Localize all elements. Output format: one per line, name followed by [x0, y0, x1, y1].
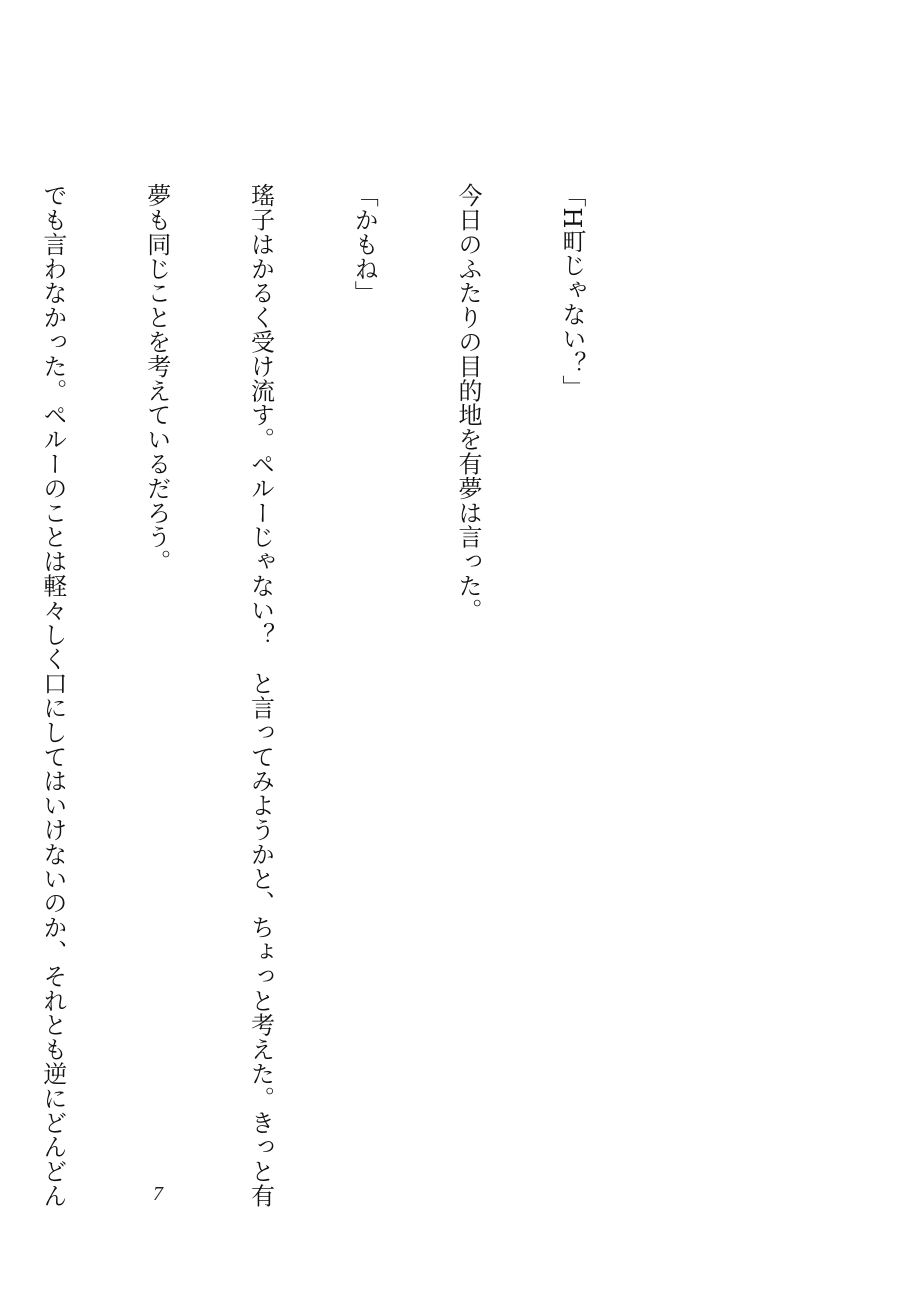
text-line: 「かもね」 — [350, 183, 379, 305]
text-line: でも言わなかった。ペルーのことは軽々しく口にしてはいけないのか、それとも逆にどんどん — [38, 183, 67, 1208]
text-line: 「H町じゃない？」 — [557, 183, 586, 400]
text-line: 瑤子はかるく受け流す。ペルーじゃない？ と言ってみようかと、ちょっと考えた。きっと有 — [246, 183, 275, 1208]
text-line: 今日のふたりの目的地を有夢は言った。 — [454, 183, 483, 623]
vertical-text-block — [0, 183, 658, 1208]
text-line: 夢も同じことを考えているだろう。 — [142, 183, 171, 574]
page-number: 7 — [153, 1183, 163, 1205]
